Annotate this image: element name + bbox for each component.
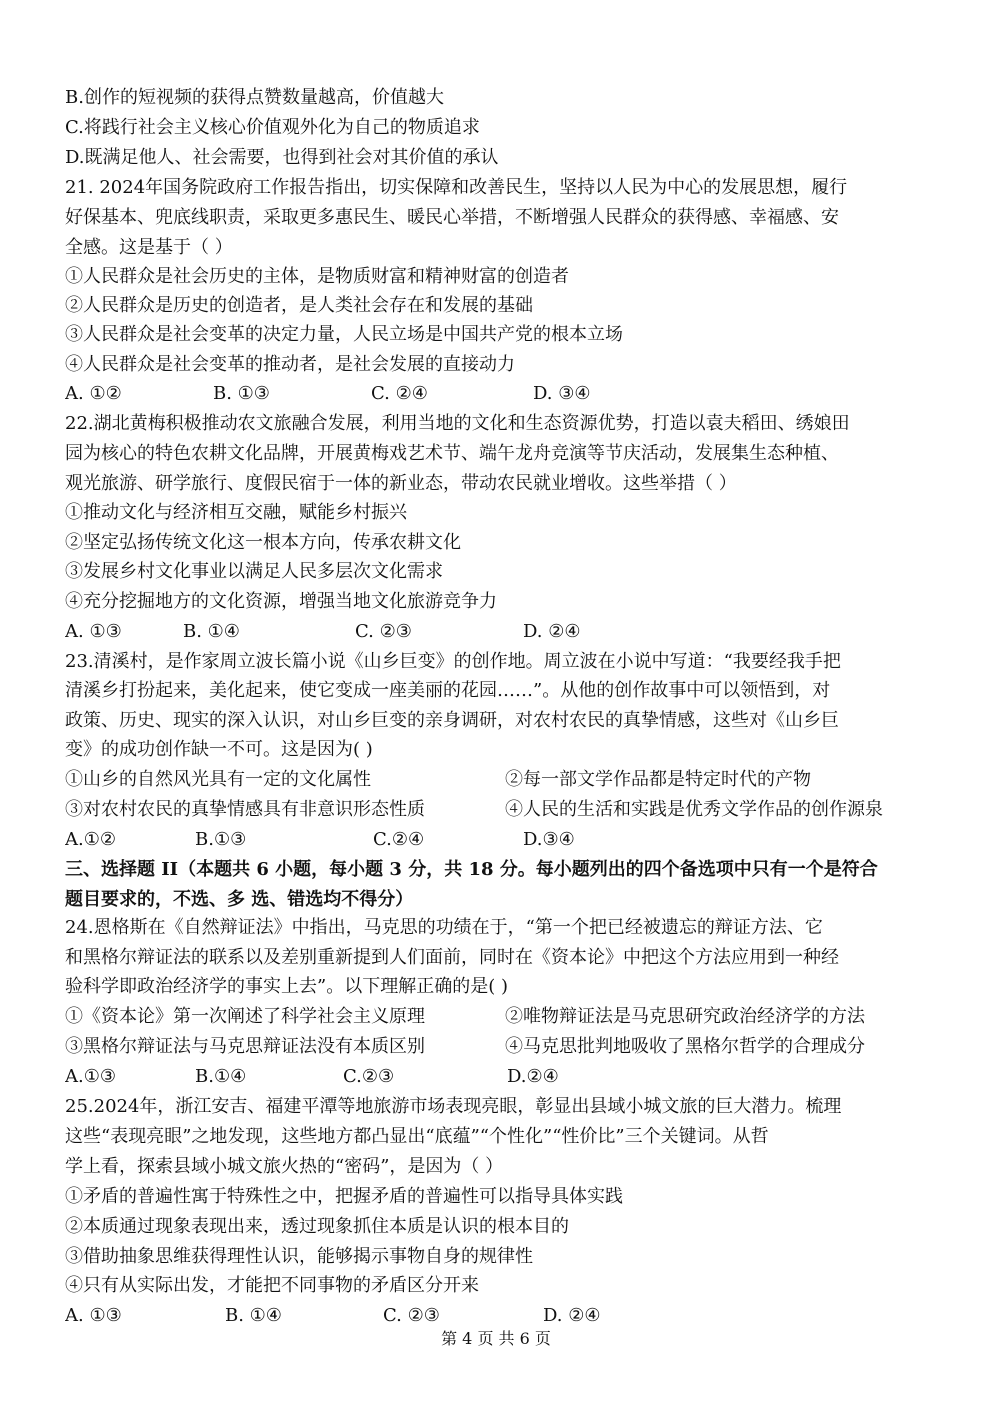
answer-option: C.②③ (343, 1066, 395, 1087)
text-line: 24.恩格斯在《自然辩证法》中指出，马克思的功绩在于，“第一个把已经被遗忘的辩证方法、它 (65, 917, 823, 938)
text-line: ④充分挖掘地方的文化资源，增强当地文化旅游竞争力 (65, 591, 497, 612)
text-line: 变》的成功创作缺一不可。这是因为( ) (65, 739, 373, 760)
text-line: ①矛盾的普遍性寓于特殊性之中，把握矛盾的普遍性可以指导具体实践 (65, 1186, 623, 1207)
section-heading: 三、选择题 II（本题共 6 小题，每小题 3 分，共 18 分。每小题列出的四个备选项中只有一个是符合 (65, 859, 878, 880)
text-line: 和黑格尔辩证法的联系以及差别重新提到人们面前，同时在《资本论》中把这个方法应用到一种经 (65, 947, 839, 968)
answer-option: B. ①④ (183, 621, 240, 642)
answer-option: A.①③ (65, 1066, 116, 1087)
statement-pair (65, 765, 940, 795)
text-line: ④人民群众是社会变革的推动者，是社会发展的直接动力 (65, 354, 515, 375)
text-line: 全感。这是基于（ ） (65, 237, 233, 258)
text-line: ③人民群众是社会变革的决定力量，人民立场是中国共产党的根本立场 (65, 324, 623, 345)
statement-item: ③对农村农民的真挚情感具有非意识形态性质 (65, 799, 425, 820)
statement-pair (65, 795, 940, 825)
answer-options (65, 825, 940, 855)
answer-options (65, 379, 940, 409)
answer-option: C.②④ (373, 829, 425, 850)
answer-option: A. ①③ (65, 621, 122, 642)
text-line: 园为核心的特色农耕文化品牌，开展黄梅戏艺术节、端午龙舟竞演等节庆活动，发展集生态种植、 (65, 443, 839, 464)
text-line: B.创作的短视频的获得点赞数量越高，价值越大 (65, 87, 444, 108)
answer-option: B.①④ (195, 1066, 247, 1087)
text-line: 23.清溪村，是作家周立波长篇小说《山乡巨变》的创作地。周立波在小说中写道：“我要经我手把 (65, 651, 841, 672)
answer-option: C. ②③ (355, 621, 412, 642)
answer-option: D. ③④ (533, 383, 591, 404)
answer-option: A. ①② (65, 383, 122, 404)
answer-option: B. ①④ (225, 1305, 282, 1326)
text-line: ②坚定弘扬传统文化这一根本方向，传承农耕文化 (65, 532, 461, 553)
text-line: 观光旅游、研学旅行、度假民宿于一体的新业态，带动农民就业增收。这些举措（ ） (65, 473, 737, 494)
page-footer: 第 4 页 共 6 页 (441, 1329, 551, 1348)
section-heading: 题目要求的，不选、多 选、错选均不得分） (65, 889, 414, 910)
text-line: ③发展乡村文化事业以满足人民多层次文化需求 (65, 561, 443, 582)
answer-option: C. ②③ (383, 1305, 440, 1326)
answer-option: D. ②④ (523, 621, 581, 642)
text-line: ②本质通过现象表现出来，透过现象抓住本质是认识的根本目的 (65, 1216, 569, 1237)
answer-option: D.②④ (507, 1066, 559, 1087)
text-line: 22.湖北黄梅积极推动农文旅融合发展，利用当地的文化和生态资源优势，打造以袁夫稻田、绣娘田 (65, 413, 850, 434)
answer-option: B.①③ (195, 829, 247, 850)
answer-option: B. ①③ (213, 383, 270, 404)
text-line: 学上看，探索县域小城文旅火热的“密码”，是因为（ ） (65, 1156, 504, 1177)
statement-item: ①山乡的自然风光具有一定的文化属性 (65, 769, 371, 790)
text-line: C.将践行社会主义核心价值观外化为自己的物质追求 (65, 117, 480, 138)
answer-option: C. ②④ (371, 383, 428, 404)
answer-options (65, 1062, 940, 1092)
statement-item: ④马克思批判地吸收了黑格尔哲学的合理成分 (505, 1036, 865, 1057)
statement-pair (65, 1002, 940, 1032)
text-line: 25.2024年，浙江安吉、福建平潭等地旅游市场表现亮眼，彰显出县域小城文旅的巨大潜力。梳理 (65, 1096, 842, 1117)
text-line: 验科学即政治经济学的事实上去”。以下理解正确的是( ) (65, 976, 508, 997)
text-line: ①人民群众是社会历史的主体，是物质财富和精神财富的创造者 (65, 266, 569, 287)
statement-item: ②每一部文学作品都是特定时代的产物 (505, 769, 811, 790)
text-line: ④只有从实际出发，才能把不同事物的矛盾区分开来 (65, 1275, 479, 1296)
statement-pair (65, 1032, 940, 1062)
text-line: 清溪乡打扮起来，美化起来，使它变成一座美丽的花园……”。从他的创作故事中可以领悟到，对 (65, 680, 831, 701)
statement-item: ①《资本论》第一次阐述了科学社会主义原理 (65, 1006, 425, 1027)
text-line: 好保基本、兜底线职责，采取更多惠民生、暖民心举措，不断增强人民群众的获得感、幸福感、安 (65, 207, 839, 228)
text-line: ①推动文化与经济相互交融，赋能乡村振兴 (65, 502, 407, 523)
text-line: 这些“表现亮眼”之地发现，这些地方都凸显出“底蕴”“个性化”“性价比”三个关键词。从哲 (65, 1126, 769, 1147)
text-line: 21. 2024年国务院政府工作报告指出，切实保障和改善民生，坚持以人民为中心的发展思想，履行 (65, 177, 848, 198)
statement-item: ④人民的生活和实践是优秀文学作品的创作源泉 (505, 799, 883, 820)
answer-option: D. ②④ (543, 1305, 601, 1326)
answer-option: A. ①③ (65, 1305, 122, 1326)
text-line: 政策、历史、现实的深入认识，对山乡巨变的亲身调研，对农村农民的真挚情感，这些对《山乡巨 (65, 710, 839, 731)
text-line: ③借助抽象思维获得理性认识，能够揭示事物自身的规律性 (65, 1246, 533, 1267)
text-line: ②人民群众是历史的创造者，是人类社会存在和发展的基础 (65, 295, 533, 316)
answer-option: D.③④ (523, 829, 575, 850)
statement-item: ③黑格尔辩证法与马克思辩证法没有本质区别 (65, 1036, 425, 1057)
statement-item: ②唯物辩证法是马克思研究政治经济学的方法 (505, 1006, 865, 1027)
text-line: D.既满足他人、社会需要，也得到社会对其价值的承认 (65, 147, 499, 168)
answer-options (65, 617, 940, 647)
answer-option: A.①② (65, 829, 116, 850)
